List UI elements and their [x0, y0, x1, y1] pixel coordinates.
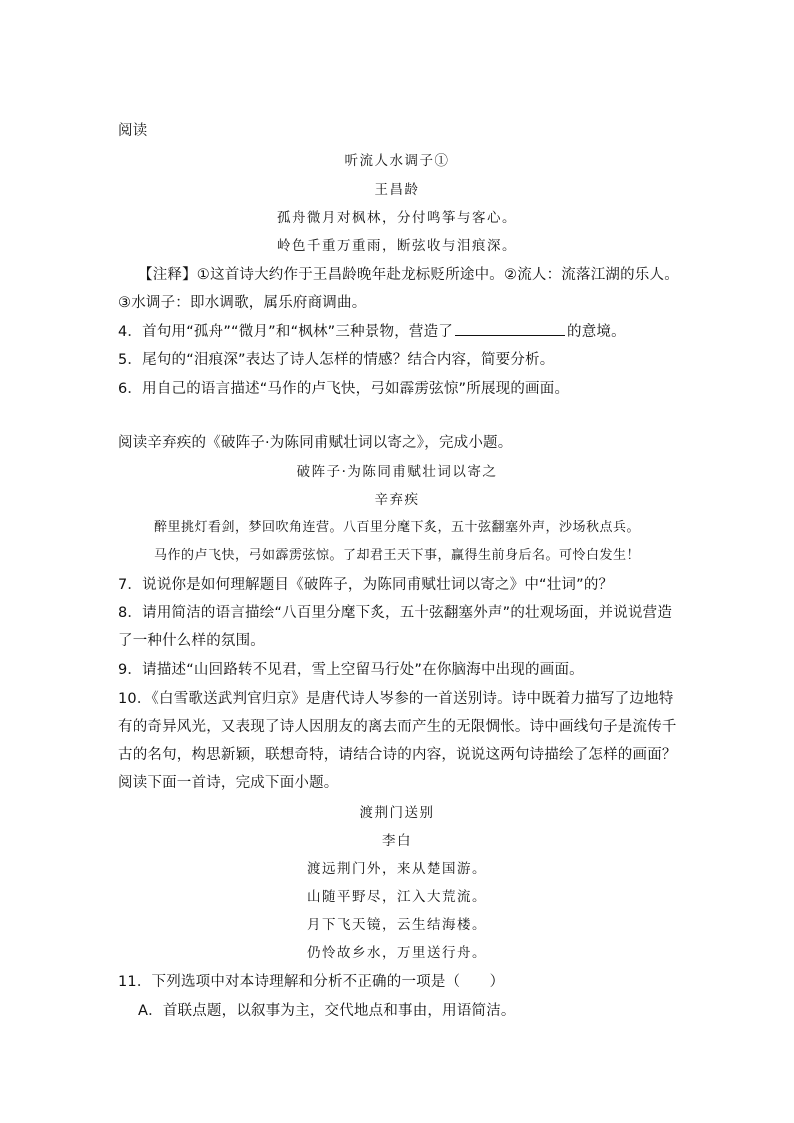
- annotation-note: ③水调子：即水调歌，属乐府商调曲。: [118, 295, 367, 311]
- poem-line: 渡远荆门外，来从楚国游。: [307, 861, 487, 877]
- poem-title: 破阵子·为陈同甫赋壮词以寄之: [296, 464, 498, 480]
- question-8: 8．请用简洁的语言描绘“八百里分麾下炙，五十弦翻塞外声”的壮观场面，并说说营造: [118, 605, 673, 621]
- option-a[interactable]: A．首联点题，以叙事为主，交代地点和事由，用语简洁。: [138, 1003, 516, 1019]
- poem-author: 李白: [382, 833, 412, 849]
- poem-author: 辛弃疾: [374, 492, 420, 508]
- question-4: [118, 321, 626, 342]
- poem-line: 仍怜故乡水，万里送行舟。: [307, 945, 487, 961]
- question-11: 11．下列选项中对本诗理解和分析不正确的一项是（ ）: [118, 974, 505, 990]
- section-intro: 阅读辛弃疾的《破阵子·为陈同甫赋壮词以寄之》，完成小题。: [118, 435, 513, 451]
- question-10-cont: 有的奇异风光，又表现了诗人因朋友的离去而产生的无限惆怅。诗中画线句子是流传千: [118, 719, 677, 735]
- answer-blank[interactable]: [455, 321, 565, 336]
- poem-line: 孤舟微月对枫林，分付鸣筝与客心。: [277, 210, 517, 226]
- question-5: 5．尾句的“泪痕深”表达了诗人怎样的情感？结合内容，简要分析。: [118, 352, 555, 368]
- section-heading: 阅读: [118, 123, 148, 139]
- annotation-note: 【注释】①这首诗大约作于王昌龄晚年赴龙标贬所途中。②流人：流落江湖的乐人。: [138, 267, 679, 283]
- poem-author: 王昌龄: [374, 182, 420, 198]
- poem-line: 月下飞天镜，云生结海楼。: [307, 917, 487, 933]
- question-text: 4．首句用“孤舟”“微月”和“枫林”三种景物，营造了: [118, 324, 453, 340]
- section-intro: 阅读下面一首诗，完成下面小题。: [118, 775, 339, 791]
- poem-title: 渡荆门送别: [359, 805, 435, 821]
- poem-line: 山随平野尽，江入大荒流。: [307, 889, 487, 905]
- question-7: 7．说说你是如何理解题目《破阵子，为陈同甫赋壮词以寄之》中“壮词”的？: [118, 577, 614, 593]
- question-6: 6．用自己的语言描述“马作的卢飞快，弓如霹雳弦惊”所展现的画面。: [118, 381, 570, 397]
- poem-title: 听流人水调子①: [344, 153, 450, 169]
- poem-line: 醉里挑灯看剑，梦回吹角连营。八百里分麾下炙，五十弦翻塞外声，沙场秋点兵。: [153, 520, 640, 535]
- poem-line: 马作的卢飞快，弓如霹雳弦惊。了却君王天下事，赢得生前身后名。可怜白发生！: [153, 548, 640, 563]
- question-10-cont: 古的名句，构思新颖，联想奇特，请结合诗的内容，说说这两句诗描绘了怎样的画面？: [118, 747, 677, 763]
- question-9: 9．请描述“山回路转不见君，雪上空留马行处”在你脑海中出现的画面。: [118, 662, 584, 678]
- question-10: 10．《白雪歌送武判官归京》是唐代诗人岑参的一首送别诗。诗中既着力描写了边地特: [118, 691, 674, 707]
- question-8-cont: 了一种什么样的氛围。: [118, 633, 265, 649]
- poem-line: 岭色千重万重雨，断弦收与泪痕深。: [277, 238, 517, 254]
- question-text: 的意境。: [567, 324, 626, 340]
